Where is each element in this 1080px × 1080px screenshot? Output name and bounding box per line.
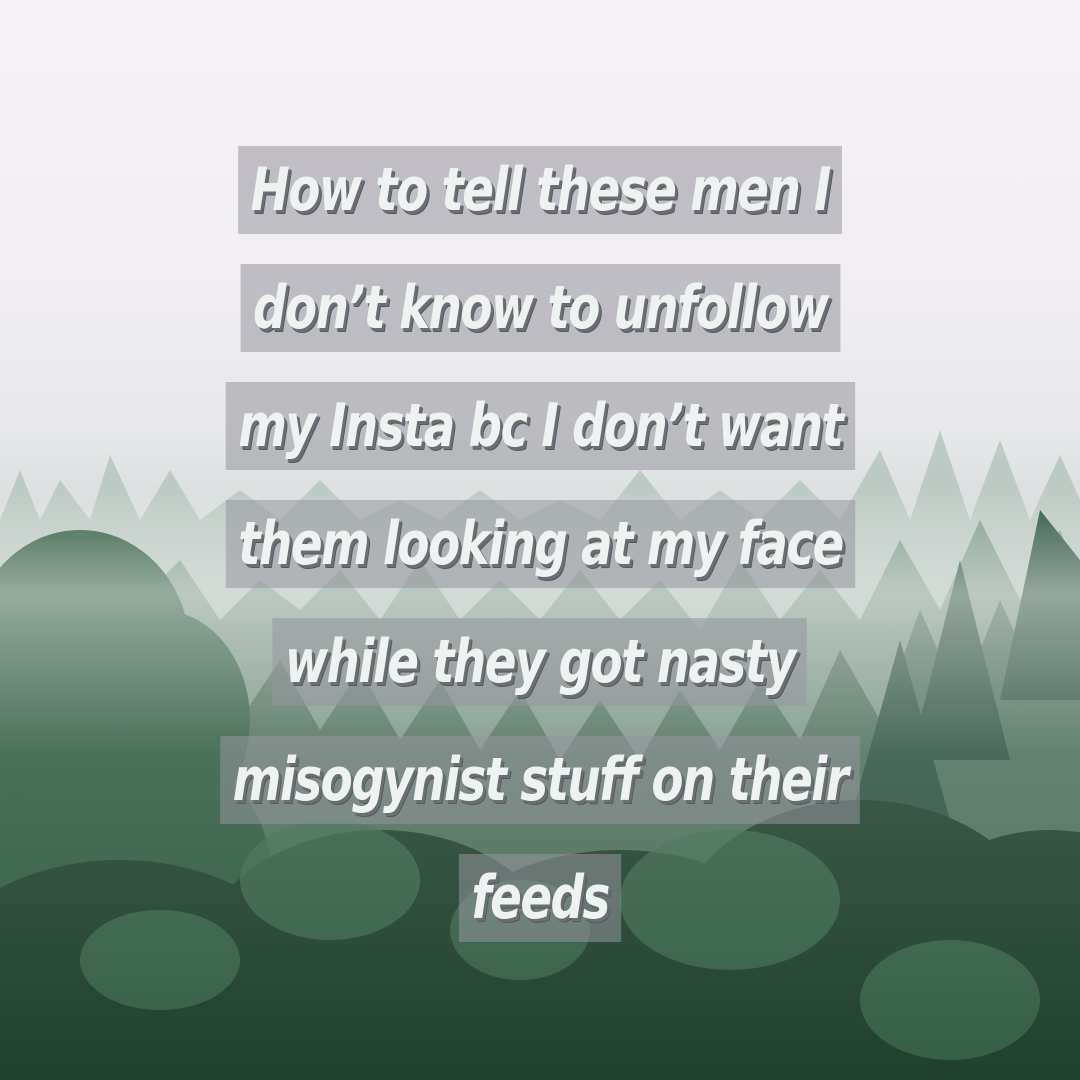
quote-line-6: misogynist stuff on their: [220, 736, 860, 824]
quote-line-3: my Insta bc I don’t want: [225, 382, 854, 470]
quote-text-block: [0, 146, 1080, 972]
quote-line-4: them looking at my face: [225, 500, 854, 588]
quote-line-2: don’t know to unfollow: [240, 264, 840, 352]
quote-line-1: How to tell these men I: [238, 146, 842, 234]
quote-line-7: feeds: [459, 854, 621, 942]
quote-line-5: while they got nasty: [273, 618, 808, 706]
